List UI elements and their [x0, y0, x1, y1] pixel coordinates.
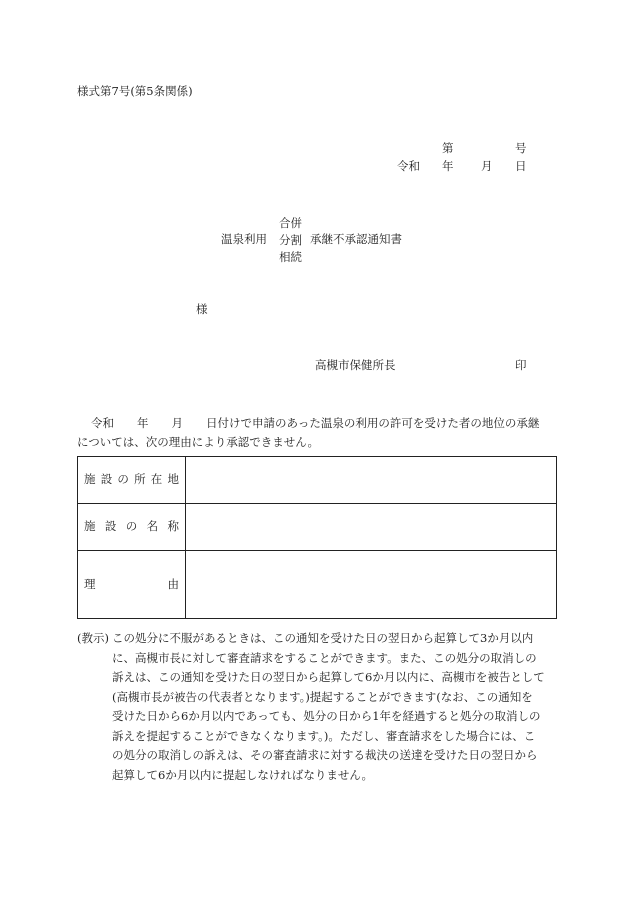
title-option-merger: 合併: [279, 215, 302, 230]
note-line: 訴えは、この通知を受けた日の翌日から起算して6か月以内に、高槻市を被告として: [112, 670, 545, 684]
body-text: [77, 414, 555, 452]
title-prefix: 温泉利用: [221, 232, 267, 247]
label-char: 設: [100, 472, 113, 487]
label-facility-address: [78, 457, 186, 504]
value-facility-address: [186, 457, 557, 504]
label-char: 設: [104, 519, 117, 534]
issuer-name: 高槻市保健所長: [315, 358, 396, 372]
table-row: [78, 504, 557, 551]
label-reason: [78, 551, 186, 619]
label-char: 由: [167, 576, 179, 591]
form-id: 様式第7号(第5条関係): [77, 84, 193, 98]
date-era: 令和: [397, 159, 420, 173]
note-line: 訴えを提起することができなくなります。)。ただし、審査請求をした場合には、こ: [112, 728, 536, 743]
document-title: [221, 215, 402, 265]
label-char: 施: [84, 472, 96, 487]
note-line: 受けた日から6か月以内であっても、処分の日から1年を経過すると処分の取消しの: [112, 709, 541, 723]
label-char: 理: [84, 576, 96, 591]
date-day: 日: [515, 159, 527, 173]
label-char: の: [125, 519, 138, 534]
label-char: 施: [84, 519, 96, 534]
title-options: [279, 215, 302, 266]
title-option-inheritance: 相続: [279, 249, 302, 264]
label-char: 所: [134, 472, 146, 487]
note-line: 起算して6か月以内に提起しなければなりません。: [112, 767, 374, 782]
body-line-1: 令和 年 月 日付けで申請のあった温泉の利用の許可を受けた者の地位の承継: [91, 416, 540, 430]
note-line: (高槻市長が被告の代表者となります。)提起することができます(なお、この通知を: [112, 689, 533, 704]
document-number-dai: 第: [442, 141, 454, 155]
title-option-division: 分割: [279, 232, 302, 247]
body-line-2: については、次の理由により承認できません。: [77, 435, 319, 449]
addressee-honorific: 様: [196, 302, 208, 316]
value-facility-name: [186, 504, 557, 551]
note-line: の処分の取消しの訴えは、その審査請求に対する裁決の送達を受けた日の翌日から: [112, 748, 538, 762]
label-char: 地: [167, 472, 179, 487]
table-row: [78, 551, 557, 619]
note-label: (教示): [77, 631, 109, 645]
label-char: 称: [167, 519, 179, 534]
note-line: に、高槻市長に対して審査請求をすることができます。また、この処分の取消しの: [112, 650, 537, 665]
instruction-note: [77, 629, 555, 785]
date-month: 月: [481, 159, 493, 173]
value-reason: [186, 551, 557, 619]
seal-mark: 印: [515, 358, 527, 372]
table-row: [78, 457, 557, 504]
label-char: 在: [150, 472, 163, 487]
document-number-go: 号: [515, 141, 527, 155]
label-char: の: [117, 472, 129, 487]
note-line: この処分に不服があるときは、この通知を受けた日の翌日から起算して3か月以内: [112, 631, 534, 645]
label-char: 名: [146, 519, 159, 534]
date-year: 年: [442, 159, 454, 173]
label-facility-name: [78, 504, 186, 551]
facility-info-table: [77, 456, 557, 619]
title-suffix: 承継不承認通知書: [310, 232, 402, 247]
